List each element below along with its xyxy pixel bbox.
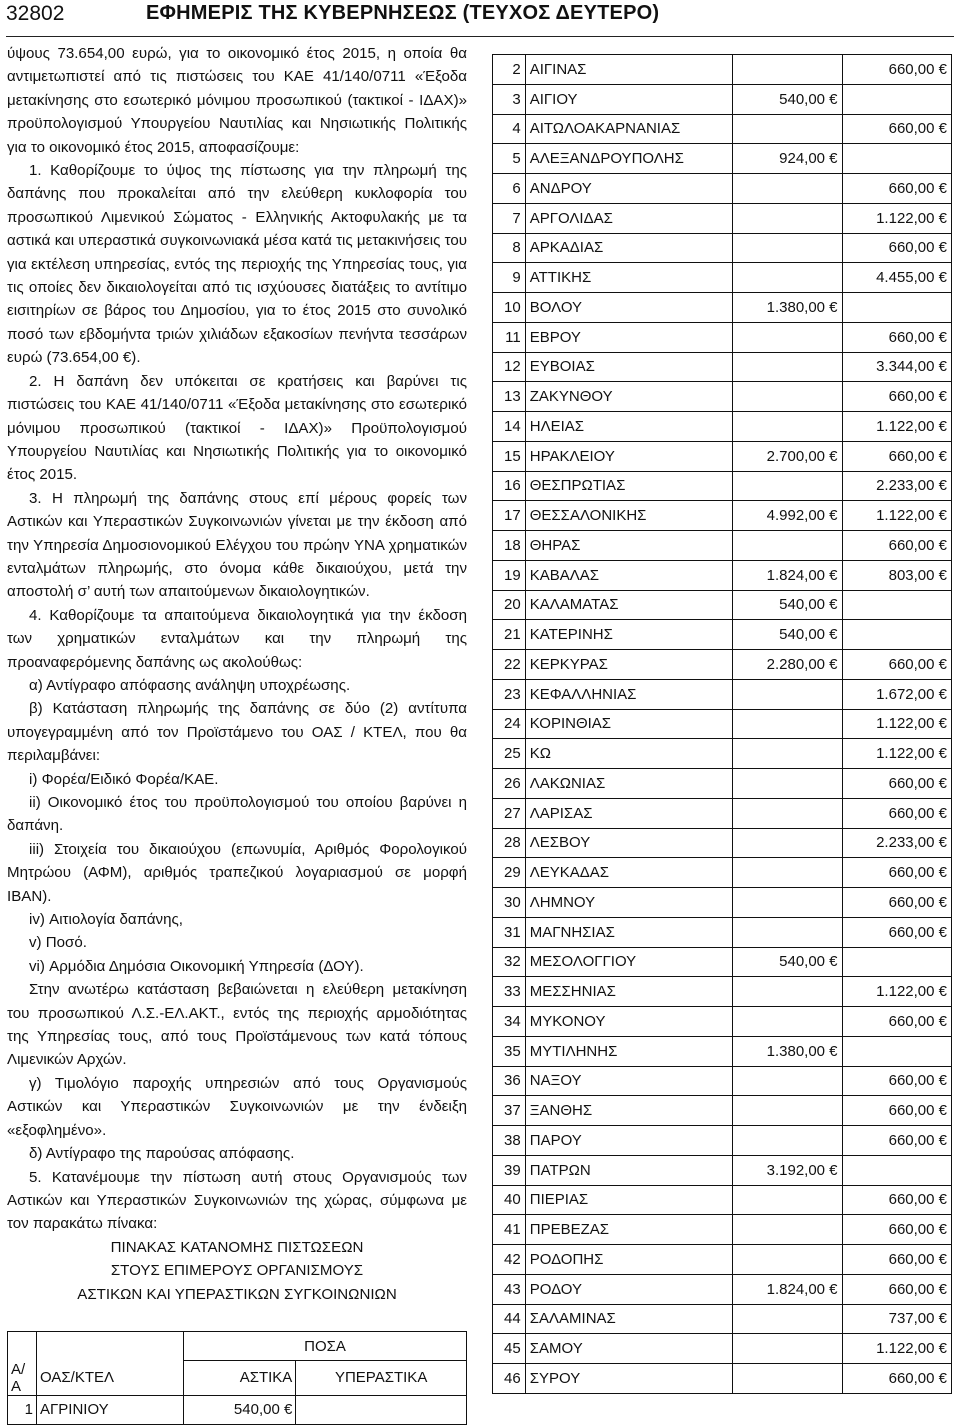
paragraph: iii) Στοιχεία του δικαιούχου (επωνυμία, Αριθμός Φορολογικού Μητρώου (ΑΦΜ), αριθμός τραπεζικού λογαριασμού σε μορφή ΙΒΑΝ).	[7, 840, 467, 905]
urban-amount	[733, 888, 842, 918]
allocation-table-part2	[492, 54, 952, 1394]
row-number: 11	[493, 322, 526, 352]
urban-amount	[733, 1126, 842, 1156]
intercity-amount	[842, 293, 951, 323]
org-name: ΛΑΡΙΣΑΣ	[525, 798, 732, 828]
org-name: ΚΑΛΑΜΑΤΑΣ	[525, 590, 732, 620]
row-number: 35	[493, 1036, 526, 1066]
urban-amount: 1.824,00 €	[733, 560, 842, 590]
intercity-amount: 1.122,00 €	[842, 501, 951, 531]
org-name: ΑΡΚΑΔΙΑΣ	[525, 233, 732, 263]
org-name: ΚΑΒΑΛΑΣ	[525, 560, 732, 590]
table-row	[493, 1126, 952, 1156]
intercity-amount: 660,00 €	[842, 798, 951, 828]
table-row	[493, 531, 952, 561]
urban-amount: 1.380,00 €	[733, 1036, 842, 1066]
row-number: 9	[493, 263, 526, 293]
table-row	[493, 1096, 952, 1126]
table-row	[493, 1185, 952, 1215]
org-name: ΚΟΡΙΝΘΙΑΣ	[525, 709, 732, 739]
org-name: ΞΑΝΘΗΣ	[525, 1096, 732, 1126]
intercity-amount: 803,00 €	[842, 560, 951, 590]
intercity-amount: 660,00 €	[842, 1215, 951, 1245]
row-number: 44	[493, 1304, 526, 1334]
urban-amount	[733, 977, 842, 1007]
row-number: 22	[493, 650, 526, 680]
row-number: 24	[493, 709, 526, 739]
urban-amount	[733, 471, 842, 501]
table-row	[493, 709, 952, 739]
org-name: ΕΒΡΟΥ	[525, 322, 732, 352]
row-number: 46	[493, 1364, 526, 1394]
paragraph: v) Ποσό.	[29, 934, 87, 952]
row-number: 19	[493, 560, 526, 590]
urban-amount	[733, 382, 842, 412]
intercity-amount: 3.344,00 €	[842, 352, 951, 382]
org-name: ΠΑΤΡΩΝ	[525, 1155, 732, 1185]
row-number: 26	[493, 769, 526, 799]
org-name: ΛΕΥΚΑΔΑΣ	[525, 858, 732, 888]
intercity-amount: 660,00 €	[842, 382, 951, 412]
org-name: ΑΤΤΙΚΗΣ	[525, 263, 732, 293]
intercity-amount: 660,00 €	[842, 1066, 951, 1096]
paragraph: Στην ανωτέρω κατάσταση βεβαιώνεται η ελεύθερη μετακίνηση του προσωπικού Λ.Σ.-ΕΛ.ΑΚΤ., εντός της περιοχής αρμοδιότητας της Υπηρεσίας τους, από τους Προϊστάμενους των κατά τόπους Λιμενικών Αρχών.	[7, 981, 467, 1069]
table-row	[493, 1215, 952, 1245]
row-number: 38	[493, 1126, 526, 1156]
org-name: ΠΡΕΒΕΖΑΣ	[525, 1215, 732, 1245]
row-number: 45	[493, 1334, 526, 1364]
paragraph: 3. Η πληρωμή της δαπάνης στους επί μέρους φορείς των Αστικών και Υπεραστικών Συγκοινωνιών γίνεται με την έκδοση από την Υπηρεσία Δημοσιονομικού Ελέγχου του πρώην ΥΝΑ χρηματικών ενταλμάτων πληρωμής, στο όνομα κάθε δικαιούχου, μετά την αποστολή σ’ αυτή των απαιτούμενων δικαιολογητικών.	[7, 489, 467, 601]
table-row	[493, 590, 952, 620]
row-number: 3	[493, 84, 526, 114]
row-number: 42	[493, 1245, 526, 1275]
urban-amount: 540,00 €	[733, 84, 842, 114]
org-name: ΘΕΣΣΑΛΟΝΙΚΗΣ	[525, 501, 732, 531]
intercity-amount: 660,00 €	[842, 858, 951, 888]
intercity-amount: 1.122,00 €	[842, 203, 951, 233]
intercity-amount	[842, 947, 951, 977]
row-number: 25	[493, 739, 526, 769]
row-number: 30	[493, 888, 526, 918]
urban-amount	[733, 174, 842, 204]
org-name: ΘΕΣΠΡΩΤΙΑΣ	[525, 471, 732, 501]
urban-amount	[733, 1007, 842, 1037]
row-number: 16	[493, 471, 526, 501]
org-name: ΗΡΑΚΛΕΙΟΥ	[525, 441, 732, 471]
urban-amount	[733, 1185, 842, 1215]
urban-amount: 2.280,00 €	[733, 650, 842, 680]
row-number: 28	[493, 828, 526, 858]
paragraph: β) Κατάσταση πληρωμής της δαπάνης σε δύο (2) αντίτυπα υπογεγραμμένη από τον Προϊστάμενο του ΟΑΣ / ΚΤΕΛ, που θα περιλαμβάνει:	[7, 700, 467, 765]
page-number: 32802	[6, 2, 65, 25]
org-name: ΖΑΚΥΝΘΟΥ	[525, 382, 732, 412]
org-name: ΛΕΣΒΟΥ	[525, 828, 732, 858]
table-row	[493, 947, 952, 977]
urban-amount	[733, 1066, 842, 1096]
row-number: 10	[493, 293, 526, 323]
table-row	[493, 739, 952, 769]
intercity-amount: 2.233,00 €	[842, 471, 951, 501]
org-name: ΜΕΣΟΛΟΓΓΙΟΥ	[525, 947, 732, 977]
table-row	[8, 1395, 467, 1424]
org-name: ΑΓΡΙΝΙΟΥ	[37, 1395, 184, 1424]
row-number: 4	[493, 114, 526, 144]
table-row	[493, 322, 952, 352]
intercity-amount: 660,00 €	[842, 917, 951, 947]
urban-amount: 540,00 €	[733, 947, 842, 977]
row-number: 21	[493, 620, 526, 650]
urban-amount	[733, 263, 842, 293]
org-name: ΚΑΤΕΡΙΝΗΣ	[525, 620, 732, 650]
urban-amount: 4.992,00 €	[733, 501, 842, 531]
table-row	[493, 352, 952, 382]
urban-amount	[733, 1215, 842, 1245]
row-number: 33	[493, 977, 526, 1007]
org-name: ΑΙΓΙΝΑΣ	[525, 55, 732, 85]
intercity-amount: 2.233,00 €	[842, 828, 951, 858]
page-header	[6, 0, 954, 37]
row-number: 8	[493, 233, 526, 263]
org-name: ΡΟΔΟΠΗΣ	[525, 1245, 732, 1275]
org-name: ΣΥΡΟΥ	[525, 1364, 732, 1394]
table-row	[493, 917, 952, 947]
row-number: 40	[493, 1185, 526, 1215]
col-header-org: ΟΑΣ/ΚΤΕΛ	[37, 1361, 184, 1396]
urban-amount	[733, 828, 842, 858]
intercity-amount: 4.455,00 €	[842, 263, 951, 293]
urban-amount: 2.700,00 €	[733, 441, 842, 471]
intercity-amount: 660,00 €	[842, 1274, 951, 1304]
col-header-aa: Α/Α	[8, 1361, 37, 1396]
paragraph: ii) Οικονομικό έτος του προϋπολογισμού του οποίου βαρύνει η δαπάνη.	[7, 794, 467, 835]
table-row	[493, 382, 952, 412]
intercity-amount: 660,00 €	[842, 769, 951, 799]
org-name: ΡΟΔΟΥ	[525, 1274, 732, 1304]
intercity-amount: 660,00 €	[842, 55, 951, 85]
row-number: 23	[493, 679, 526, 709]
urban-amount: 924,00 €	[733, 144, 842, 174]
intercity-amount: 1.122,00 €	[842, 412, 951, 442]
intercity-amount: 1.122,00 €	[842, 709, 951, 739]
table-row	[493, 114, 952, 144]
row-number: 43	[493, 1274, 526, 1304]
urban-amount	[733, 798, 842, 828]
org-name: ΚΕΡΚΥΡΑΣ	[525, 650, 732, 680]
table-row	[493, 769, 952, 799]
intercity-amount: 660,00 €	[842, 174, 951, 204]
intercity-amount	[842, 590, 951, 620]
urban-amount	[733, 709, 842, 739]
urban-amount	[733, 858, 842, 888]
urban-amount	[733, 55, 842, 85]
urban-amount	[733, 917, 842, 947]
row-number: 1	[8, 1395, 37, 1424]
urban-amount: 540,00 €	[733, 620, 842, 650]
intercity-amount	[842, 1036, 951, 1066]
intercity-amount	[842, 620, 951, 650]
table-row	[493, 55, 952, 85]
table-row	[493, 293, 952, 323]
org-name: ΠΙΕΡΙΑΣ	[525, 1185, 732, 1215]
table-row	[493, 560, 952, 590]
row-number: 13	[493, 382, 526, 412]
org-name: ΚΩ	[525, 739, 732, 769]
row-number: 14	[493, 412, 526, 442]
org-name: ΚΕΦΑΛΛΗΝΙΑΣ	[525, 679, 732, 709]
col-header-urban: ΑΣΤΙΚΑ	[184, 1361, 296, 1396]
journal-title: ΕΦΗΜΕΡΙΣ ΤΗΣ ΚΥΒΕΡΝΗΣΕΩΣ (ΤΕΥΧΟΣ ΔΕΥΤΕΡΟ)	[146, 2, 660, 24]
row-number: 12	[493, 352, 526, 382]
urban-amount: 1.824,00 €	[733, 1274, 842, 1304]
org-name: ΛΗΜΝΟΥ	[525, 888, 732, 918]
table-row	[493, 203, 952, 233]
urban-amount	[733, 203, 842, 233]
row-number: 37	[493, 1096, 526, 1126]
urban-amount	[733, 233, 842, 263]
row-number: 29	[493, 858, 526, 888]
intercity-amount: 660,00 €	[842, 1096, 951, 1126]
row-number: 36	[493, 1066, 526, 1096]
urban-amount	[733, 114, 842, 144]
urban-amount: 1.380,00 €	[733, 293, 842, 323]
org-name: ΑΛΕΞΑΝΔΡΟΥΠΟΛΗΣ	[525, 144, 732, 174]
intercity-amount: 1.122,00 €	[842, 739, 951, 769]
row-number: 2	[493, 55, 526, 85]
intercity-amount: 737,00 €	[842, 1304, 951, 1334]
org-name: ΗΛΕΙΑΣ	[525, 412, 732, 442]
row-number: 7	[493, 203, 526, 233]
urban-amount	[733, 739, 842, 769]
org-name: ΜΥΤΙΛΗΝΗΣ	[525, 1036, 732, 1066]
table-row	[493, 263, 952, 293]
table-row	[493, 858, 952, 888]
table-row	[493, 84, 952, 114]
table-row	[493, 1007, 952, 1037]
table-title-line: ΠΙΝΑΚΑΣ ΚΑΤΑΝΟΜΗΣ ΠΙΣΤΩΣΕΩΝ	[110, 1238, 364, 1256]
table-row	[493, 233, 952, 263]
intercity-amount: 660,00 €	[842, 322, 951, 352]
paragraph: 2. Η δαπάνη δεν υπόκειται σε κρατήσεις και βαρύνει τις πιστώσεις του ΚΑΕ 41/140/0711 «Έξοδα μετακίνησης στο εσωτερικό μόνιμου προσωπικού (τακτικοί - ΙΔΑΧ)» Προϋπολογισμού Υπουργείου Ναυτιλίας και Νησιωτικής Πολιτικής για το οικονομικό έτος 2015.	[7, 372, 467, 484]
org-name: ΜΥΚΟΝΟΥ	[525, 1007, 732, 1037]
allocation-table-part1	[7, 1331, 467, 1425]
table-row	[493, 888, 952, 918]
row-number: 20	[493, 590, 526, 620]
table-row	[493, 412, 952, 442]
row-number: 31	[493, 917, 526, 947]
intercity-amount: 660,00 €	[842, 441, 951, 471]
urban-amount	[733, 1364, 842, 1394]
urban-amount	[733, 1334, 842, 1364]
table-title-line: ΣΤΟΥΣ ΕΠΙΜΕΡΟΥΣ ΟΡΓΑΝΙΣΜΟΥΣ	[110, 1262, 364, 1280]
org-name: ΑΝΔΡΟΥ	[525, 174, 732, 204]
intercity-amount: 660,00 €	[842, 1007, 951, 1037]
left-column-text	[7, 42, 467, 1306]
intercity-amount	[842, 1155, 951, 1185]
intercity-amount	[842, 84, 951, 114]
intercity-amount: 660,00 €	[842, 233, 951, 263]
org-name: ΝΑΞΟΥ	[525, 1066, 732, 1096]
urban-amount	[733, 1096, 842, 1126]
row-number: 41	[493, 1215, 526, 1245]
paragraph: γ) Τιμολόγιο παροχής υπηρεσιών από τους Οργανισμούς Αστικών και Υπεραστικών Συγκοινωνιών με την ένδειξη «εξοφλημένο».	[7, 1074, 467, 1139]
org-name: ΑΙΓΙΟΥ	[525, 84, 732, 114]
urban-amount	[733, 769, 842, 799]
table-row	[493, 977, 952, 1007]
amounts-header: ΠΟΣΑ	[184, 1332, 467, 1361]
org-name: ΑΙΤΩΛΟΑΚΑΡΝΑΝΙΑΣ	[525, 114, 732, 144]
table-title-line: ΑΣΤΙΚΩΝ ΚΑΙ ΥΠΕΡΑΣΤΙΚΩΝ ΣΥΓΚΟΙΝΩΝΙΩΝ	[77, 1285, 397, 1303]
intercity-amount: 660,00 €	[842, 1185, 951, 1215]
table-row	[493, 1364, 952, 1394]
table-row	[493, 174, 952, 204]
urban-amount	[733, 352, 842, 382]
paragraph: α) Αντίγραφο απόφασης ανάληψη υποχρέωσης.	[29, 676, 351, 694]
urban-amount	[733, 412, 842, 442]
urban-amount: 3.192,00 €	[733, 1155, 842, 1185]
org-name: ΘΗΡΑΣ	[525, 531, 732, 561]
paragraph: 1. Καθορίζουμε το ύψος της πίστωσης για την πληρωμή της δαπάνης που προκαλείται από την ελεύθερη κυκλοφορία του προσωπικού Λιμενικού Σώματος - Ελληνικής Ακτοφυλακής με τα αστικά και υπεραστικά συγκοινωνιακά μέσα κατά τις μετακινήσεις του για εκτέλεση υπηρεσίας, εντός της περιοχής της Υπηρεσίας τους, για τις οποίες δεν δικαιολογείται από τις ισχύουσες διατάξεις το αντίτιμο εισιτηρίων σε βάρος του Δημοσίου, για το έτος 2015 στο συνολικό ποσό των εβδομήντα τριών χιλιάδων εξακοσίων πενήντα τεσσάρων ευρώ (73.654,00 €).	[7, 162, 467, 367]
org-name: ΜΕΣΣΗΝΙΑΣ	[525, 977, 732, 1007]
table-row	[493, 798, 952, 828]
org-name: ΣΑΛΑΜΙΝΑΣ	[525, 1304, 732, 1334]
urban-amount	[733, 1304, 842, 1334]
table-row	[493, 620, 952, 650]
row-number: 5	[493, 144, 526, 174]
org-name: ΕΥΒΟΙΑΣ	[525, 352, 732, 382]
intercity-amount: 1.122,00 €	[842, 1334, 951, 1364]
paragraph: ύψους 73.654,00 ευρώ, για το οικονομικό έτος 2015, η οποία θα αντιμετωπιστεί από τις πιστώσεις του ΚΑΕ 41/140/0711 «Έξοδα μετακίνησης στο εσωτερικό μόνιμου προσωπικού (τακτικοί - ΙΔΑΧ)» προϋπολογισμού Υπουργείου Ναυτιλίας και Νησιωτικής Πολιτικής για το οικονομικό έτος 2015, αποφασίζουμε:	[7, 45, 467, 156]
table-row	[493, 1245, 952, 1275]
row-number: 17	[493, 501, 526, 531]
org-name: ΜΑΓΝΗΣΙΑΣ	[525, 917, 732, 947]
urban-amount: 540,00 €	[733, 590, 842, 620]
org-name: ΛΑΚΩΝΙΑΣ	[525, 769, 732, 799]
urban-amount	[733, 1245, 842, 1275]
table-row	[493, 650, 952, 680]
table-row	[493, 441, 952, 471]
urban-amount: 540,00 €	[184, 1395, 296, 1424]
org-name: ΣΑΜΟΥ	[525, 1334, 732, 1364]
row-number: 34	[493, 1007, 526, 1037]
row-number: 32	[493, 947, 526, 977]
paragraph: 5. Κατανέμουμε την πίστωση αυτή στους Οργανισμούς των Αστικών και Υπεραστικών Συγκοινωνιών της χώρας, σύμφωνα με τον παρακάτω πίνακα:	[7, 1168, 467, 1233]
row-number: 27	[493, 798, 526, 828]
row-number: 39	[493, 1155, 526, 1185]
table-row	[493, 1036, 952, 1066]
intercity-amount: 660,00 €	[842, 114, 951, 144]
intercity-amount: 660,00 €	[842, 1364, 951, 1394]
paragraph: vi) Αρμόδια Δημόσια Οικονομική Υπηρεσία (ΔΟΥ).	[29, 957, 364, 975]
table-row	[493, 144, 952, 174]
table-row	[493, 1334, 952, 1364]
intercity-amount: 660,00 €	[842, 531, 951, 561]
table-row	[493, 679, 952, 709]
table-row	[493, 1274, 952, 1304]
intercity-amount: 1.672,00 €	[842, 679, 951, 709]
paragraph: i) Φορέα/Ειδικό Φορέα/ΚΑΕ.	[29, 770, 219, 788]
paragraph: iv) Αιτιολογία δαπάνης,	[29, 911, 183, 929]
intercity-amount: 660,00 €	[842, 650, 951, 680]
urban-amount	[733, 679, 842, 709]
table-row	[493, 828, 952, 858]
urban-amount	[733, 322, 842, 352]
intercity-amount	[296, 1395, 467, 1424]
org-name: ΑΡΓΟΛΙΔΑΣ	[525, 203, 732, 233]
table-row	[493, 501, 952, 531]
intercity-amount	[842, 144, 951, 174]
intercity-amount: 660,00 €	[842, 1126, 951, 1156]
table-row	[493, 1066, 952, 1096]
row-number: 6	[493, 174, 526, 204]
intercity-amount: 1.122,00 €	[842, 977, 951, 1007]
table-row	[493, 471, 952, 501]
org-name: ΒΟΛΟΥ	[525, 293, 732, 323]
paragraph: δ) Αντίγραφο της παρούσας απόφασης.	[29, 1145, 295, 1163]
col-header-intercity: ΥΠΕΡΑΣΤΙΚΑ	[296, 1361, 467, 1396]
intercity-amount: 660,00 €	[842, 888, 951, 918]
table-row	[493, 1304, 952, 1334]
row-number: 18	[493, 531, 526, 561]
intercity-amount: 660,00 €	[842, 1245, 951, 1275]
urban-amount	[733, 531, 842, 561]
paragraph: 4. Καθορίζουμε τα απαιτούμενα δικαιολογητικά για την έκδοση των χρηματικών ενταλμάτων και την πληρωμή της προαναφερόμενης δαπάνης ως ακολούθως:	[7, 606, 467, 671]
org-name: ΠΑΡΟΥ	[525, 1126, 732, 1156]
row-number: 15	[493, 441, 526, 471]
table-row	[493, 1155, 952, 1185]
